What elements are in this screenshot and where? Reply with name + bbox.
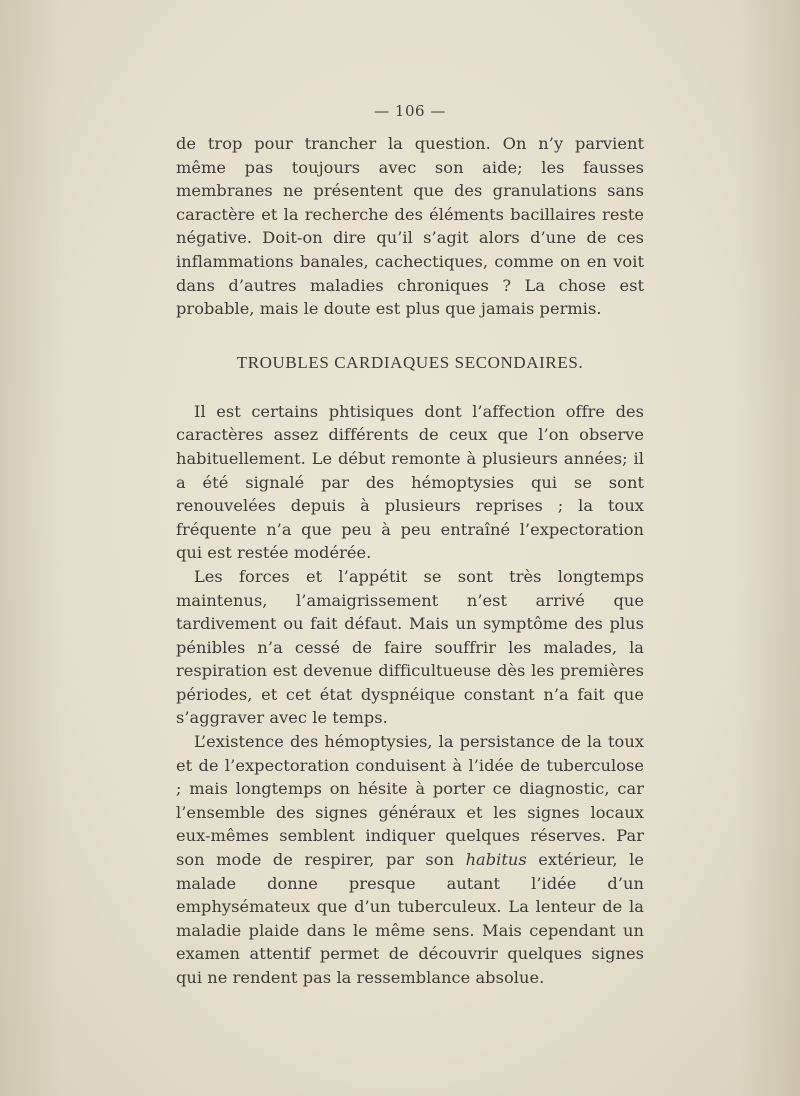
page-number: — 106 — xyxy=(374,102,446,120)
paragraph-text: extérieur, le malade donne presque autant l’idée d’un emphysémateux que d’un tuberculeux. La lenteur de la maladie plaide dans le même sens. Mais cependant un examen attentif permet de découvrir quelques signes qui ne rendent pas la ressemblance absolue. xyxy=(176,850,644,987)
text-block xyxy=(176,90,644,990)
section-heading: TROUBLES CARDIAQUES SECONDAIRES. xyxy=(236,352,584,372)
paragraph-continued: de trop pour trancher la question. On n’y parvient même pas toujours avec son aide; les fausses membranes ne présentent que des granulations sans caractère et la recherche des éléments bacillaires reste négative. Doit-on dire qu’il s’agit alors d’une de ces inflammations banales, cachectiques, comme on en voit dans d’autres maladies chroniques ? La chose est probable, mais le doute est plus que jamais permis. xyxy=(176,134,644,319)
paragraph: Les forces et l’appétit se sont très longtemps maintenus, l’amaigrissement n’est arrivé que tardivement ou fait défaut. Mais un symptôme des plus pénibles n’a cessé de faire souffrir les malades, la respiration est devenue difficultueuse dès les premières périodes, et cet état dyspnéique constant n’a fait que s’aggraver avec le temps. xyxy=(176,566,644,728)
paragraph: Il est certains phtisiques dont l’affection offre des caractères assez différents de ceux que l’on observe habituellement. Le début remonte à plusieurs années; il a été signalé par des hémoptysies qui se sont renouvelées depuis à plusieurs reprises ; la toux fréquente n’a que peu à peu entraîné l’expectoration qui est restée modérée. xyxy=(176,401,644,563)
page-edge-shadow-left xyxy=(0,0,60,1096)
paragraph-text: L’existence des hémoptysies, la persistance de la toux et de l’expectoration conduisent à l’idée de tuberculose ; mais longtemps on hésite à porter ce diagnostic, car l’ensemble des signes généraux et les signes locaux eux-mêmes semblent indiquer quelques réserves. Par son mode de respirer, par son xyxy=(176,732,644,870)
page-edge-shadow-right xyxy=(740,0,800,1096)
italic-term: habitus xyxy=(465,850,527,870)
paragraph xyxy=(176,730,644,990)
